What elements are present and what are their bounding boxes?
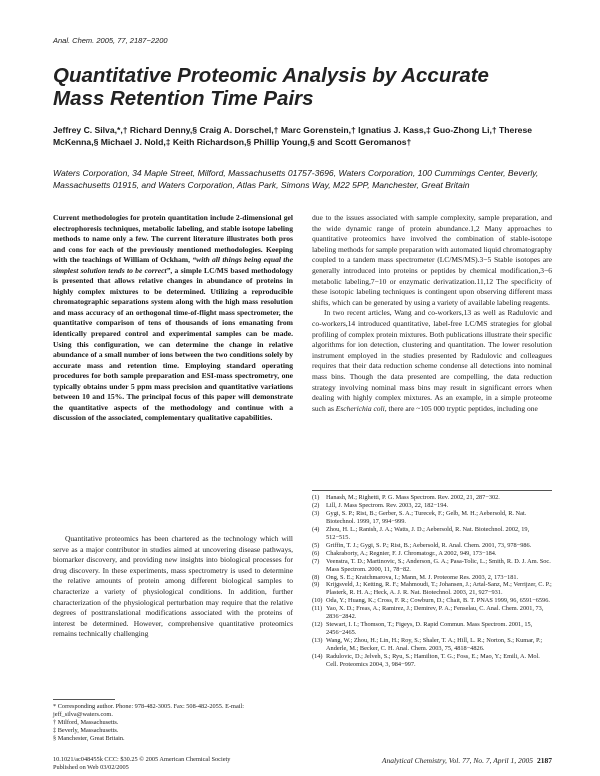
reference-text: Lill, J. Mass Spectrom. Rev. 2003, 22, 182−194. — [326, 501, 449, 509]
reference-number: (8) — [312, 573, 320, 581]
body-paragraph-2-start: In two recent articles, Wang and co-workers,13 as well as Radulovic and co-workers,14 introduced quantitative, label-free LC/MS strategies for global profiling of complex protein mixtures. Both publications illustrate their specific algorithms for ion detection, clustering and quantitation. The lower resolution instrument employed in the studies presented by Radulovic and colleagues requires that their data reduction scheme condense all detections into nominal mass bins. Though the data presented are compelling, the data reduction strategy involving nominal mass bins may result in significant errors when dealing with highly complex mixtures. As an example, in a simple proteome such as — [312, 308, 552, 413]
author-affiliations: Waters Corporation, 34 Maple Street, Milford, Massachusetts 01757-3696, Waters Corporation, 100 Cummings Center, Beverly, Massachusetts 01915, and Waters Corporation, Atlas Park, Simons Way, M22 5PP, Manchester, Great Britain — [53, 168, 539, 190]
reference-text: Veenstra, T. D.; Martinovic, S.; Anderson, G. A.; Pasa-Tolic, L.; Smith, R. D. J. Am. Soc. Mass Spectrom. 2000, 11, 78−82. — [326, 557, 551, 573]
reference-text: Griffin, T. J.; Gygi, S. P.; Rist, B.; Aebersold, R. Anal. Chem. 2001, 73, 978−986. — [326, 541, 532, 549]
reference-item — [312, 510, 552, 526]
reference-text: Wang, W.; Zhou, H.; Lin, H.; Roy, S.; Shaler, T. A.; Hill, L. R.; Norton, S.; Kumar, P.; Anderle, M.; Becker, C. H. Anal. Chem. 2003, 75, 4818−4826. — [326, 637, 543, 653]
reference-number: (9) — [312, 581, 320, 589]
article-title: Quantitative Proteomic Analysis by Accurate Mass Retention Time Pairs — [53, 64, 489, 110]
doi-footer — [53, 756, 230, 772]
footnote-divider — [53, 699, 115, 700]
abstract-text-end: , a simple LC/MS based methodology is presented that allows relative changes in abundance of proteins in highly complex mixtures to be determined. Utilizing a reproducible chromatographic separations system along with the high mass resolution and mass accuracy of an orthogonal time-of-flight mass spectrometer, the quantitative comparison of tens of thousands of ions emanating from identically prepared control and experimental samples can be made. Using this configuration, we can determine the change in relative abundance of a small number of ions between the two conditions solely by accurate mass and retention time. Employing standard operating procedures for both sample preparation and ESI-mass spectrometry, one typically obtains under 5 ppm mass precision and quantitative variations between 10 and 15%. The principal focus of this paper will demonstrate the quantitative aspects of the methodology and continue with a discussion of the associated, complementary qualitative capabilities. — [53, 265, 293, 423]
footnote-milford: † Milford, Massachusetts. — [53, 718, 119, 726]
abstract-quote: “with all things being equal the simplest solution tends to be correct” — [53, 255, 293, 275]
body-paragraph-1: due to the issues associated with sample complexity, sample preparation, and the wide dynamic range of protein abundance.1,2 Many approaches to quantitative proteomics have involved the combination of stable-isotope labeling methods for sample preparation with automated liquid chromatography coupled to a tandem mass spectrometer (LC/MS/MS).3−5 Stable isotopes are generally introduced into proteins or peptides by chemical modification,3−6 metabolic labeling,7−10 or enzymatic derivatization.11,12 The specificity of these isotopic labeling techniques is contingent upon observing different mass shifts, which can be generated by using a variety of available labeling reagents. — [312, 213, 552, 307]
journal-volume: 77, — [117, 36, 128, 45]
reference-item — [312, 558, 552, 574]
reference-list — [312, 494, 552, 669]
reference-text: Krijgsveld, J.; Ketting, R. F.; Mahmoudi, T.; Johansen, J.; Artal-Sanz, M.; Verrijzer, C. P.; Plasterk, R. H. A.; Heck, A. J. R. Nat. Biotechnol. 2003, 21, 927−931. — [326, 581, 552, 597]
journal-pages: 2187−2200 — [129, 36, 168, 45]
reference-text: Oda, Y.; Huang, K.; Cross, F. R.; Cowburn, D.; Chait, B. T. PNAS 1999, 96, 6591−6596. — [326, 597, 550, 605]
body-paragraph-2 — [312, 308, 552, 414]
intro-paragraph: Quantitative proteomics has been chartered as the technology which will serve as a major contributor in studies aimed at uncovering disease pathways, biomarker discovery, and providing new insights into biological processes for drug discovery. In these experiments, mass spectrometry is used to determine the relative amounts of protein among different biological samples to characterize a variety of physiological conditions. In addition, further characterization of the physiological perturbation may require that the relative degrees of posttranslational modifications associated with the proteins of interest be determined. However, comprehensive quantitative proteomics remains technically challenging — [53, 534, 293, 639]
reference-item — [312, 550, 552, 558]
species-name: Escherichia coli — [335, 403, 385, 413]
footnote-corresponding: * Corresponding author. Phone: 978-482-3005. Fax: 508-482-2055. E-mail: jeff_silva@waters.com. — [53, 703, 244, 718]
reference-number: (7) — [312, 557, 320, 565]
footnote-beverly: ‡ Beverly, Massachusetts. — [53, 726, 119, 734]
reference-text: Ong, S. E.; Kratchmarova, I.; Mann, M. J. Proteome Res. 2003, 2, 173−181. — [326, 573, 519, 581]
reference-item — [312, 574, 552, 582]
reference-text: Hanash, M.; Righetti, P. G. Mass Spectrom. Rev. 2002, 21, 287−302. — [326, 494, 500, 501]
reference-number: (11) — [312, 605, 323, 613]
references-divider — [312, 490, 552, 491]
reference-item — [312, 502, 552, 510]
body-paragraph-2-end: , there are ~105 000 tryptic peptides, including one — [384, 403, 538, 413]
abstract — [53, 213, 293, 424]
reference-item — [312, 581, 552, 597]
reference-item — [312, 637, 552, 653]
reference-item — [312, 621, 552, 637]
reference-text: Chakraborty, A.; Regnier, F. J. Chromatogr., A 2002, 949, 173−184. — [326, 549, 497, 557]
page-number: 2187 — [537, 756, 552, 765]
running-footer — [312, 756, 552, 765]
reference-item — [312, 526, 552, 542]
abstract-text-start: Current methodologies for protein quantitation include 2-dimensional gel electrophoresis techniques, metabolic labeling, and stable isotope labeling methods to name only a few. The current literature illustrates both pros and cons for each of the previously mentioned methodologies. Keeping with the teachings of William of Ockham, — [53, 213, 293, 265]
reference-text: Stewart, I. I.; Thomson, T.; Figeys, D. Rapid Commun. Mass Spectrom. 2001, 15, 2456−2465. — [326, 621, 533, 637]
reference-number: (2) — [312, 501, 320, 509]
reference-text: Radulovic, D.; Jelveh, S.; Ryu, S.; Hamilton, T. G.; Foss, E.; Mao, Y.; Emili, A. Mol. Cell. Proteomics 2004, 3, 984−997. — [326, 653, 540, 669]
journal-name: Anal. Chem. — [53, 36, 95, 45]
reference-number: (5) — [312, 541, 320, 549]
reference-text: Zhou, H. L.; Ranish, J. A.; Watts, J. D.; Aebersold, R. Nat. Biotechnol. 2002, 19, 512−515. — [326, 525, 530, 541]
running-journal: Analytical Chemistry, Vol. 77, No. 7, April 1, 2005 — [381, 756, 533, 765]
reference-number: (6) — [312, 549, 320, 557]
reference-number: (12) — [312, 621, 323, 629]
introduction — [53, 534, 293, 640]
author-list: Jeffrey C. Silva,*,† Richard Denny,§ Craig A. Dorschel,† Marc Gorenstein,† Ignatius J. Kass,‡ Guo-Zhong Li,† Therese McKenna,§ Michael J. Nold,‡ Keith Richardson,§ Phillip Young,§ and Scott Geromanos† — [53, 125, 533, 147]
reference-number: (13) — [312, 637, 323, 645]
reference-text: Gygi, S. P.; Rist, B.; Gerber, S. A.; Turecek, F.; Gelb, M. H.; Aebersold, R. Nat. Biotechnol. 1999, 17, 994−999. — [326, 509, 527, 525]
reference-item — [312, 605, 552, 621]
reference-number: (4) — [312, 525, 320, 533]
reference-item — [312, 494, 552, 502]
reference-text: Yao, X. D.; Freas, A.; Ramirez, J.; Demirev, P. A.; Fenselau, C. Anal. Chem. 2001, 73, 2836−2842. — [326, 605, 544, 621]
footnotes — [53, 703, 293, 743]
published-date: Published on Web 03/02/2005 — [53, 764, 129, 771]
reference-item — [312, 542, 552, 550]
reference-item — [312, 597, 552, 605]
doi-line: 10.1021/ac048455k CCC: $30.25 © 2005 American Chemical Society — [53, 756, 231, 763]
footnote-manchester: § Manchester, Great Britain. — [53, 734, 125, 742]
reference-number: (10) — [312, 597, 323, 605]
journal-year: 2005, — [96, 36, 116, 45]
journal-citation — [53, 36, 168, 45]
right-column-text — [312, 213, 552, 414]
reference-number: (14) — [312, 653, 323, 661]
reference-item — [312, 653, 552, 669]
reference-number: (3) — [312, 509, 320, 517]
reference-number: (1) — [312, 494, 320, 501]
